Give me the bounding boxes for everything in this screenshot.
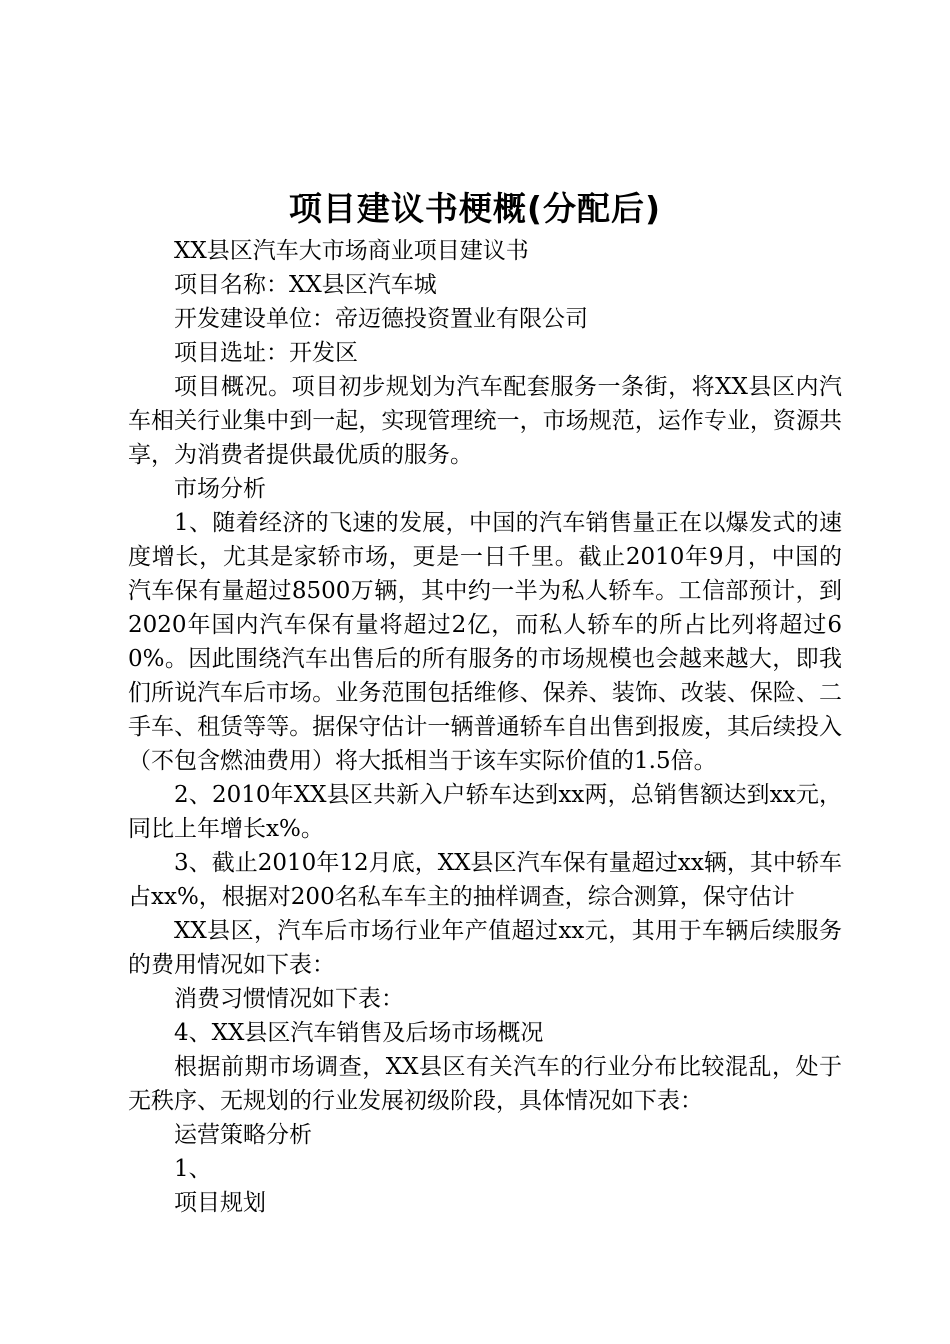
- paragraph-project-name: 项目名称：XX县区汽车城: [174, 272, 437, 298]
- paragraph-developer: 开发建设单位：帝迈德投资置业有限公司: [174, 306, 588, 332]
- section-heading-market-analysis: 市场分析: [174, 476, 266, 502]
- paragraph-market-point-2: 2、2010年XX县区共新入户轿车达到xx两，总销售额达到xx元，同比上年增长x%。: [128, 782, 842, 842]
- section-heading-operation-strategy: 运营策略分析: [174, 1122, 312, 1148]
- section-heading-project-planning: 项目规划: [174, 1190, 266, 1216]
- paragraph-project-overview: 项目概况。项目初步规划为汽车配套服务一条街，将XX县区内汽车相关行业集中到一起，实现管理统一，市场规范，运作专业，资源共享，为消费者提供最优质的服务。: [128, 374, 842, 468]
- paragraph-market-point-4: 4、XX县区汽车销售及后场市场概况: [174, 1020, 544, 1046]
- paragraph-market-point-1: 1、随着经济的飞速的发展，中国的汽车销售量正在以爆发式的速度增长，尤其是家轿市场，更是一日千里。截止2010年9月，中国的汽车保有量超过8500万辆，其中约一半为私人轿车。工信部预计，到2020年国内汽车保有量将超过2亿，而私人轿车的所占比列将超过60%。因此围绕汽车出售后的所有服务的市场规模也会越来越大，即我们所说汽车后市场。业务范围包括维修、保养、装饰、改装、保险、二手车、租赁等等。据保守估计一辆普通轿车自出售到报废，其后续投入（不包含燃油费用）将大抵相当于该车实际价值的1.5倍。: [128, 510, 842, 774]
- paragraph-market-point-3: 3、截止2010年12月底，XX县区汽车保有量超过xx辆，其中轿车占xx%，根据对200名私车车主的抽样调查，综合测算，保守估计: [128, 850, 842, 910]
- document-body: [128, 234, 842, 1220]
- paragraph-strategy-point-1: 1、: [174, 1156, 212, 1182]
- document-title: 项目建议书梗概(分配后): [288, 189, 662, 228]
- paragraph-aftermarket-output: XX县区，汽车后市场行业年产值超过xx元，其用于车辆后续服务的费用情况如下表：: [128, 918, 842, 978]
- paragraph-consumption-habits: 消费习惯情况如下表：: [174, 986, 404, 1012]
- paragraph-project-proposal-heading: XX县区汽车大市场商业项目建议书: [174, 238, 529, 264]
- paragraph-project-site: 项目选址：开发区: [174, 340, 358, 366]
- paragraph-industry-distribution: 根据前期市场调查，XX县区有关汽车的行业分布比较混乱，处于无秩序、无规划的行业发展初级阶段，具体情况如下表：: [128, 1054, 842, 1114]
